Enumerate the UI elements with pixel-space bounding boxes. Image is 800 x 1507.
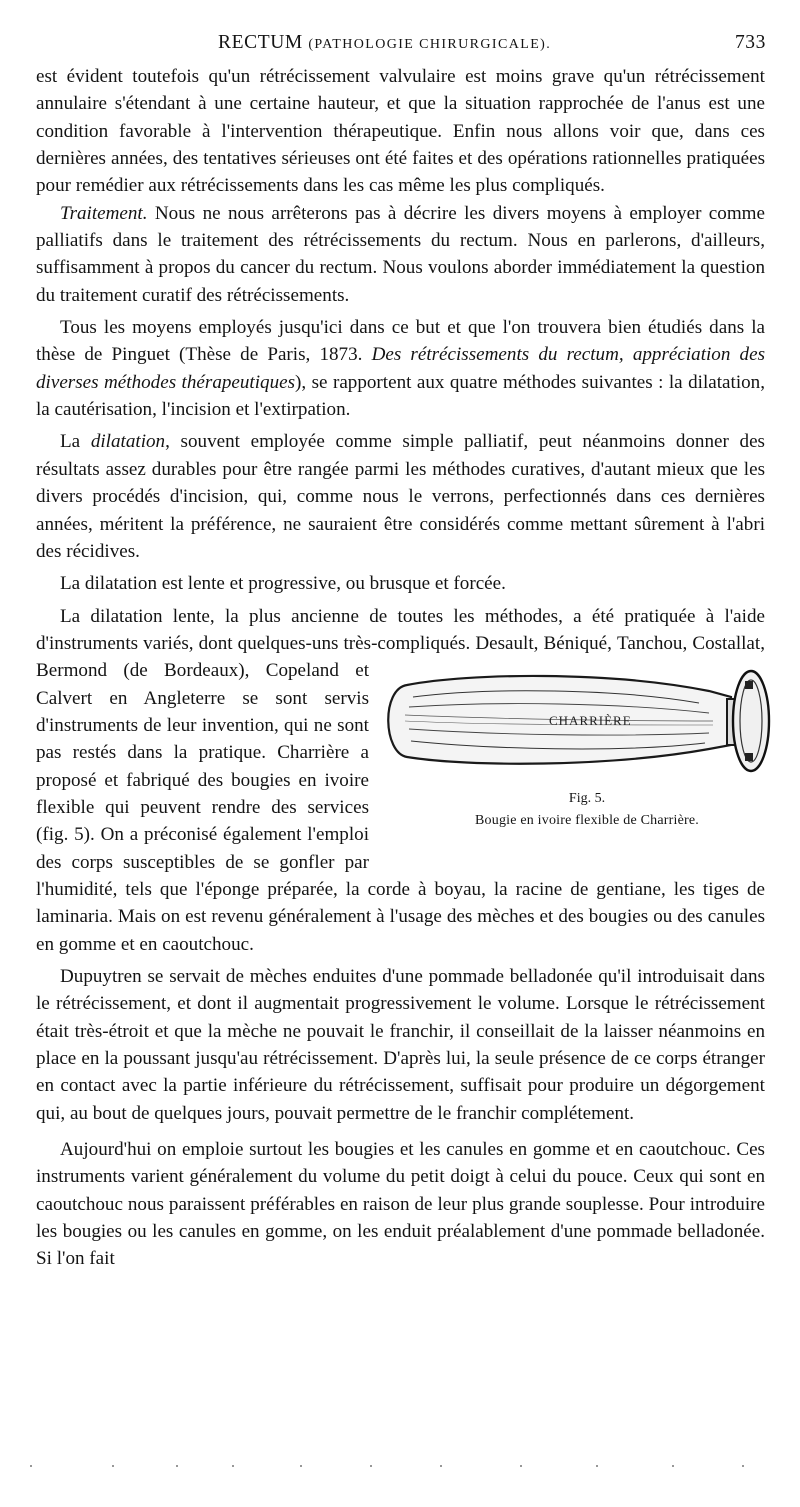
methods-text-b: ), se rapportent aux quatre méthodes suivantes : la dilatation, la cautérisation, l'incision et l'extirpation. xyxy=(36,371,765,421)
dilatation-text-b: , souvent employée comme simple palliatif, peut néanmoins donner des résultats assez durables pour être rangée parmi les méthodes curatives, d'autant mieux que les divers procédés d'incision, qui, comme nous le verrons, perfectionnés dans ces dernières années, méritent la préférence, ne sauraient être considérés comme mettant sûrement à l'abri des récidives. xyxy=(36,431,765,562)
paragraph-dilatation-kinds: La dilatation est lente et progressive, ou brusque et forcée. xyxy=(60,573,506,595)
speck xyxy=(232,1465,234,1467)
traitement-text: Nous ne nous arrêterons pas à décrire les divers moyens à employer comme palliatifs dans le traitement des rétrécissements du rectum. Nous en parlerons, d'ailleurs, suffisamment à propos du cancer du rectum. Nous voulons aborder immédiatement la question du traitement curatif des rétrécissements. xyxy=(36,202,765,306)
speck xyxy=(112,1465,114,1467)
speck xyxy=(440,1465,442,1467)
dilatation-lente-text-b: Tanchou, Costallat, Bermond (de Bordeaux), Copeland et Calvert en Angleterre se sont servis d'instruments de leur invention, qui ne sont pas restés dans la pratique. Charrière a proposé et fabriqué des bougies en ivoire flexible qui peuvent rendre des services (fig. 5). On a préconisé également l'emploi des corps susceptibles de se gonfler par l'humidité, tels que l'éponge préparée, la corde à boyau, la racine de gentiane, les tiges de laminaria. Mais on est revenu généralement à l'usage des mèches et des bougies ou des canules en gomme et en caoutchouc. xyxy=(36,632,765,955)
running-header xyxy=(36,30,766,60)
speck xyxy=(672,1465,674,1467)
speck xyxy=(300,1465,302,1467)
thesis-title: Des rétrécissements du rectum, appréciation des diverses méthodes thérapeutiques xyxy=(36,344,766,393)
dilatation-text-a: La xyxy=(60,431,91,453)
running-title xyxy=(218,32,551,54)
figure-label: Fig. 5. xyxy=(568,791,606,807)
paragraph-dupuytren: Dupuytren se servait de mèches enduites d'une pommade belladonée qu'il introduisait dans le rétrécissement, et dont il augmentait progressivement le volume. Lorsque le rétrécissement était très-étroit et que la mèche ne pouvait le franchir, il conseillait de la laisser néanmoins en place en la poussant jusqu'au rétrécissement. D'après lui, la seule présence de ce corps étranger en contact avec la partie inférieure du rétrécissement, suffisait pour produire un dégorgement qui, au bout de quelques jours, pouvait permettre de le franchir complétement. xyxy=(36,966,765,1124)
main-text xyxy=(36,63,765,1273)
paragraph-dilatation-lente xyxy=(36,603,765,958)
paragraph-methods xyxy=(36,314,765,423)
speck xyxy=(30,1465,32,1467)
page-number: 733 xyxy=(734,32,766,53)
dilatation-term: dilatation xyxy=(90,431,166,453)
speck xyxy=(596,1465,598,1467)
paragraph-1: est évident toutefois qu'un rétrécissement valvulaire est moins grave qu'un rétrécissement annulaire s'étendant à une certaine hauteur, et que la situation rapprochée de l'anus est une condition favorable à l'intervention thérapeutique. Enfin nous allons voir que, dans ces dernières années, des tentatives sérieuses ont été faites et des opérations rationnelles pratiquées pour remédier aux rétrécissements dans les cas même les plus compliqués. xyxy=(36,66,765,197)
paragraph-dilatation xyxy=(36,428,765,565)
traitement-heading: Traitement. xyxy=(60,202,148,224)
speck xyxy=(520,1465,522,1467)
section-label: (PATHOLOGIE CHIRURGICALE). xyxy=(308,37,552,52)
dilatation-lente-text-a: La dilatation lente, la plus ancienne de toutes les méthodes, a été pratiquée à l'aide d'instruments variés, dont quelques-uns très-compliqués. Desault, Béniqué, xyxy=(36,605,765,654)
figure-5 xyxy=(379,659,771,855)
speck xyxy=(742,1465,744,1467)
figure-caption: Bougie en ivoire flexible de Charrière. xyxy=(475,813,699,829)
print-specks xyxy=(0,1465,800,1475)
paragraph-aujourdhui: Aujourd'hui on emploie surtout les bougies et les canules en gomme et en caoutchouc. Ces instruments varient généralement du volume du petit doigt à celui du pouce. Ceux qui sont en caoutchouc nous paraissent préférables en raison de leur plus grande souplesse. Pour introduire les bougies ou les canules en gomme, on les enduit préalablement d'une pommade belladonée. Si l'on fait xyxy=(36,1139,765,1270)
speck xyxy=(370,1465,372,1467)
engraved-mark: CHARRIÈRE xyxy=(549,713,632,729)
methods-text-a: Tous les moyens employés jusqu'ici dans ce but et que l'on trouvera bien étudiés dans la thèse de Pinguet (Thèse de Paris, 1873. xyxy=(36,317,765,366)
running-title-word: RECTUM xyxy=(218,32,303,53)
ivory-bougie-illustration xyxy=(379,663,771,783)
paragraph-traitement xyxy=(36,200,765,309)
speck xyxy=(176,1465,178,1467)
